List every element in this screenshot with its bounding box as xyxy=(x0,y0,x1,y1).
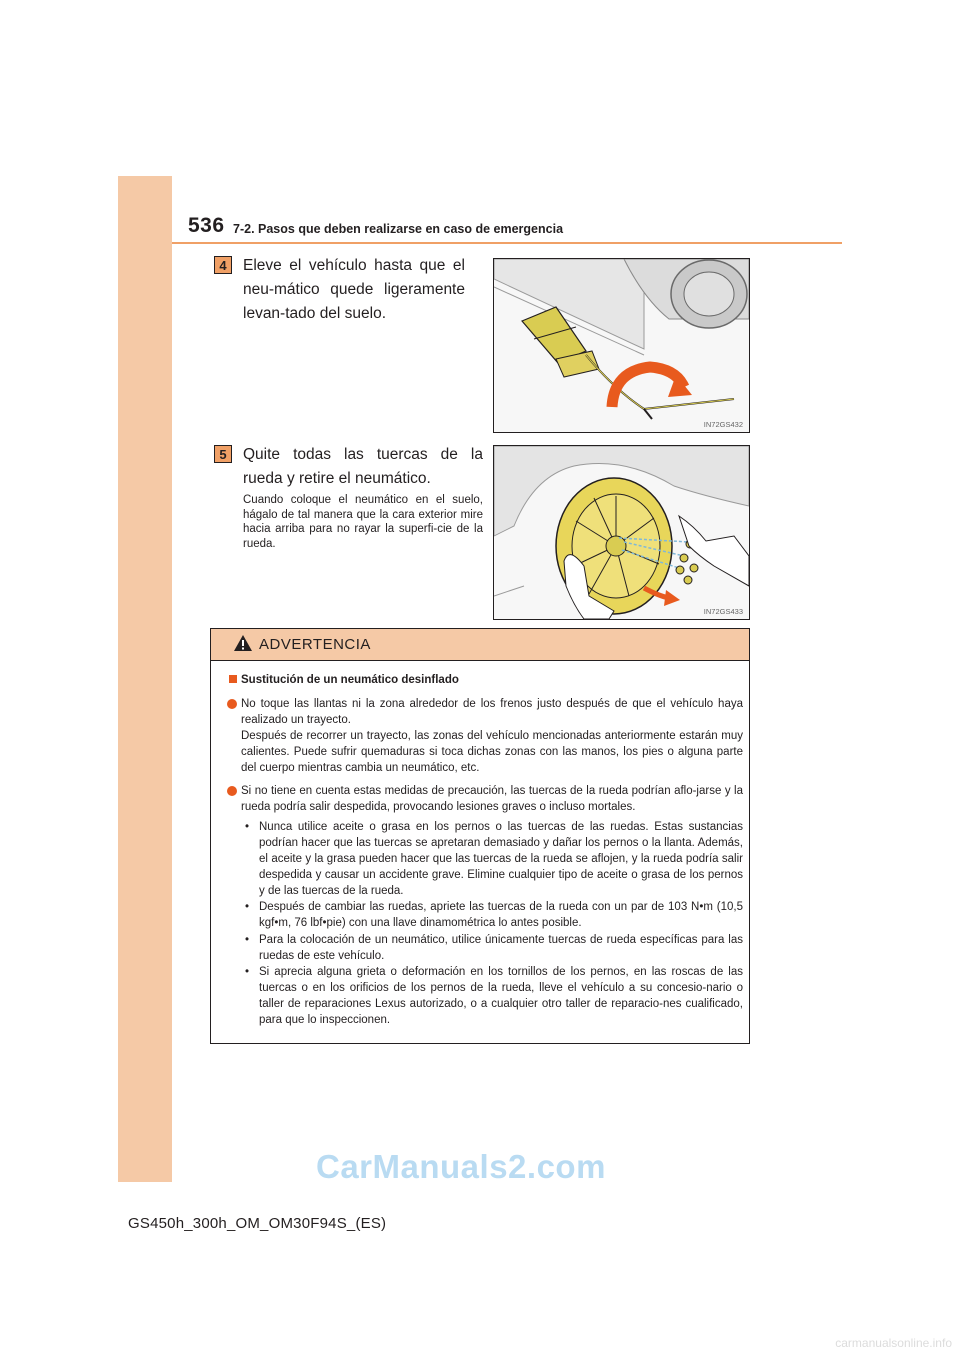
step-5-note: Cuando coloque el neumático en el suelo, hágalo de tal manera que la cara exterior mire hacia arriba para no rayar la superfi-cie de la rueda. xyxy=(243,494,483,550)
header-rule xyxy=(172,242,842,244)
page-number: 536 xyxy=(188,214,225,237)
warning-bullet-1: No toque las llantas ni la zona alrededor de los frenos justo después de que el vehículo haya realizado un trayecto. Después de recorrer un trayecto, las zonas del vehículo mencionadas anteriormente estarán muy calientes. Puede sufrir quemaduras si toca dichas zonas con las manos, los pies o alguna parte del cuerpo mientras cambia un neumático, etc. xyxy=(241,696,743,776)
bottom-watermark: carmanualsonline.info xyxy=(835,1336,952,1350)
bullet-dot-icon xyxy=(227,699,237,709)
step-5-number: 5 xyxy=(214,445,232,463)
footer-doc-code: GS450h_300h_OM_OM30F94S_(ES) xyxy=(128,1215,387,1232)
figure-code: IN72GS432 xyxy=(703,420,743,429)
side-band xyxy=(118,176,172,1182)
site-watermark: CarManuals2.com xyxy=(316,1148,606,1185)
step-5-text: Quite todas las tuercas de la rueda y retire el neumático. xyxy=(243,446,483,487)
warning-subitem: • Después de cambiar las ruedas, apriete las tuercas de la rueda con un par de 103 N•m (10,5 kgf•m, 76 lbf•pie) con una llave dinamométrica lo antes posible. xyxy=(245,901,743,929)
section-title: 7-2. Pasos que deben realizarse en caso de emergencia xyxy=(233,222,564,236)
warning-subitem: • Si aprecia alguna grieta o deformación en los tornillos de los pernos, en las roscas de las tuercas o en los orificios de los pernos de la rueda, lleve el vehículo a su concesio-nario o taller de reparaciones Lexus autorizado, o a cualquier otro taller de reparacio-nes cualificado, para que lo inspeccionen. xyxy=(245,966,743,1026)
warning-subitem: • Para la colocación de un neumático, utilice únicamente tuercas de rueda específicas para las ruedas de este vehículo. xyxy=(245,934,743,962)
wheel-illustration xyxy=(494,446,749,619)
warning-triangle-icon xyxy=(233,634,253,652)
warning-header xyxy=(211,629,749,661)
step-4-number: 4 xyxy=(214,256,232,274)
figure-code: IN72GS433 xyxy=(703,607,743,616)
figure-wheel-removal xyxy=(493,445,750,620)
figure-jack-lifting xyxy=(493,258,750,433)
warning-title: ADVERTENCIA xyxy=(259,636,371,653)
step-4-text: Eleve el vehículo hasta que el neu-mático quede ligeramente levan-tado del suelo. xyxy=(243,257,465,322)
bullet-dot-icon xyxy=(227,786,237,796)
warning-box xyxy=(210,628,750,1044)
square-bullet-icon xyxy=(229,675,237,683)
warning-subtitle: Sustitución de un neumático desinflado xyxy=(229,674,459,686)
warning-subitem: • Nunca utilice aceite o grasa en los pernos o las tuercas de las ruedas. Estas sustancias podrían hacer que las tuercas se apretaran demasiado y dañar los pernos o la llanta. Además, el aceite y la grasa pueden hacer que las tuercas de la rueda se aflojen, y la rueda podría salir despedida y causar un accidente grave. Elimine cualquier tipo de aceite o grasa de los pernos y de las tuercas de la rueda. xyxy=(245,821,743,897)
jack-illustration xyxy=(494,259,749,432)
warning-bullet-2: Si no tiene en cuenta estas medidas de precaución, las tuercas de la rueda podrían aflo-jarse y la rueda podría salir despedida, provocando lesiones graves o incluso mortales. xyxy=(241,783,743,815)
